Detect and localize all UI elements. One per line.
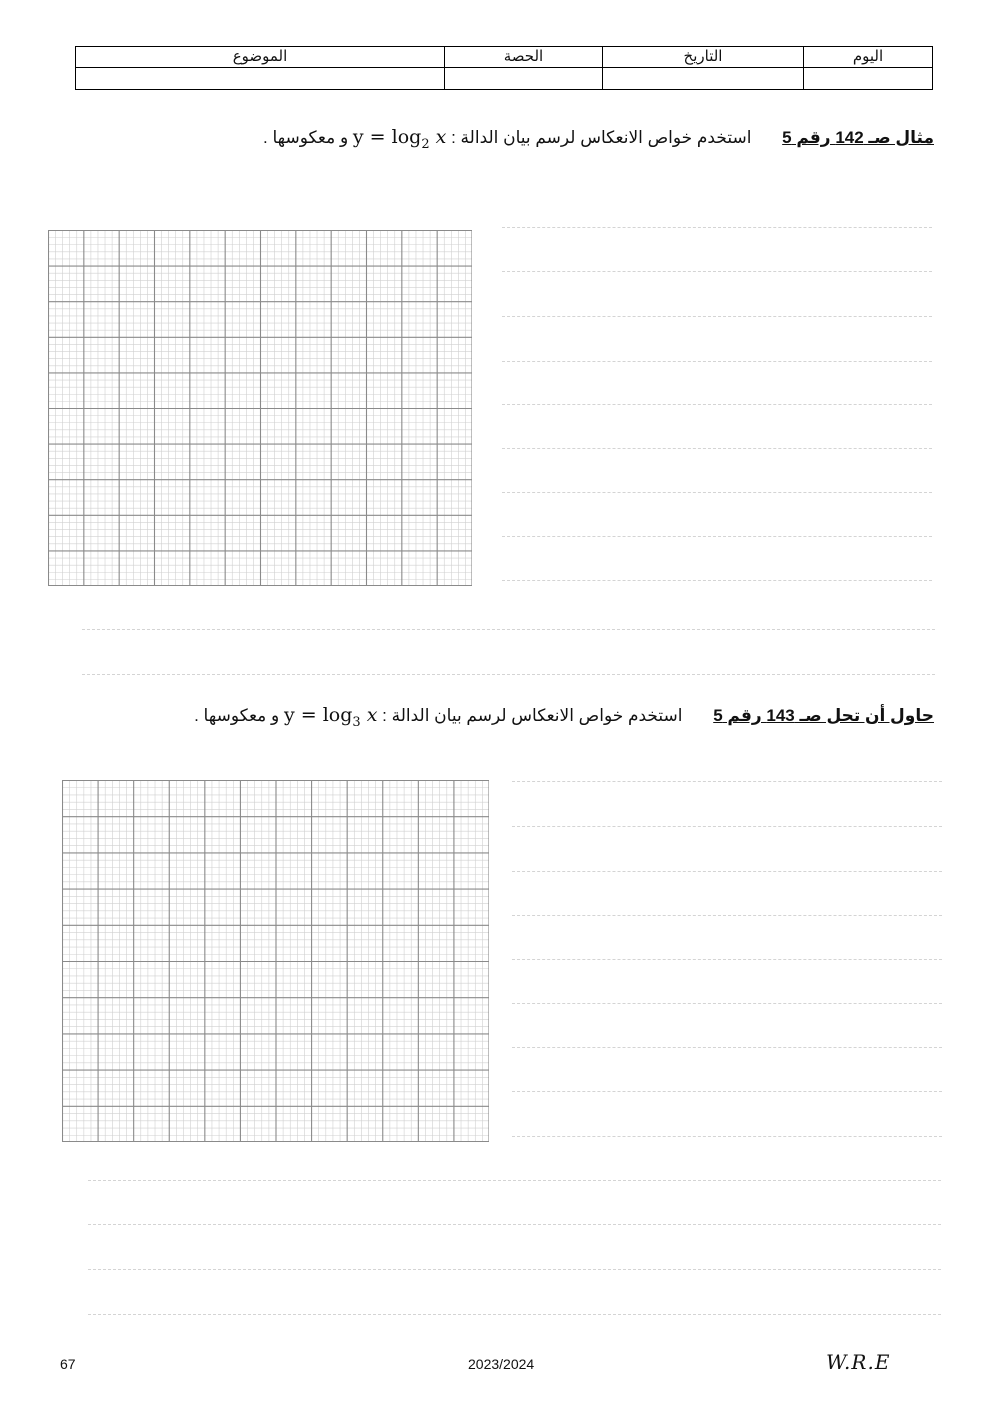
writing-line[interactable] (88, 1180, 941, 1181)
writing-line[interactable] (512, 1003, 942, 1004)
writing-line[interactable] (88, 1224, 941, 1225)
writing-line[interactable] (88, 1269, 941, 1270)
writing-line[interactable] (502, 361, 932, 362)
subject-header: الموضوع (76, 47, 445, 68)
writing-line[interactable] (502, 316, 932, 317)
graph-paper-1[interactable] (48, 230, 472, 586)
writing-line[interactable] (82, 674, 935, 675)
period-header: الحصة (445, 47, 603, 68)
writing-line[interactable] (82, 629, 935, 630)
writing-line[interactable] (88, 1314, 941, 1315)
day-header: اليوم (804, 47, 933, 68)
problem-1-tail: و معكوسها . (263, 128, 349, 147)
subject-cell[interactable] (76, 68, 445, 90)
writing-line[interactable] (502, 492, 932, 493)
author-signature: W.R.E (826, 1350, 891, 1374)
problem-1-label: مثال صـ 142 رقم 5 (782, 128, 934, 147)
writing-line[interactable] (502, 227, 932, 228)
date-cell[interactable] (603, 68, 804, 90)
writing-line[interactable] (502, 271, 932, 272)
problem-2-formula: $y = \log_3 x$ (283, 704, 378, 730)
problem-2-statement (194, 703, 934, 735)
problem-1-statement (263, 125, 934, 157)
day-cell[interactable] (804, 68, 933, 90)
graph-paper-2[interactable] (62, 780, 489, 1142)
page-number: 67 (60, 1356, 76, 1372)
writing-line[interactable] (512, 1091, 942, 1092)
writing-line[interactable] (502, 448, 932, 449)
date-header: التاريخ (603, 47, 804, 68)
writing-line[interactable] (512, 915, 942, 916)
writing-line[interactable] (502, 404, 932, 405)
writing-line[interactable] (512, 1136, 942, 1137)
writing-line[interactable] (502, 536, 932, 537)
writing-line[interactable] (512, 826, 942, 827)
writing-line[interactable] (502, 580, 932, 581)
school-year: 2023/2024 (468, 1356, 535, 1372)
writing-line[interactable] (512, 959, 942, 960)
problem-1-formula: $y = \log_2 x$ (352, 126, 447, 152)
problem-1-text: استخدم خواص الانعكاس لرسم بيان الدالة : (451, 128, 752, 147)
writing-line[interactable] (512, 871, 942, 872)
problem-2-tail: و معكوسها . (194, 706, 280, 725)
problem-2-text: استخدم خواص الانعكاس لرسم بيان الدالة : (382, 706, 683, 725)
problem-2-label: حاول أن تحل صـ 143 رقم 5 (713, 706, 934, 725)
header-table (75, 46, 933, 90)
grid-svg (62, 780, 489, 1142)
grid-svg (48, 230, 472, 586)
period-cell[interactable] (445, 68, 603, 90)
writing-line[interactable] (512, 781, 942, 782)
writing-line[interactable] (512, 1047, 942, 1048)
